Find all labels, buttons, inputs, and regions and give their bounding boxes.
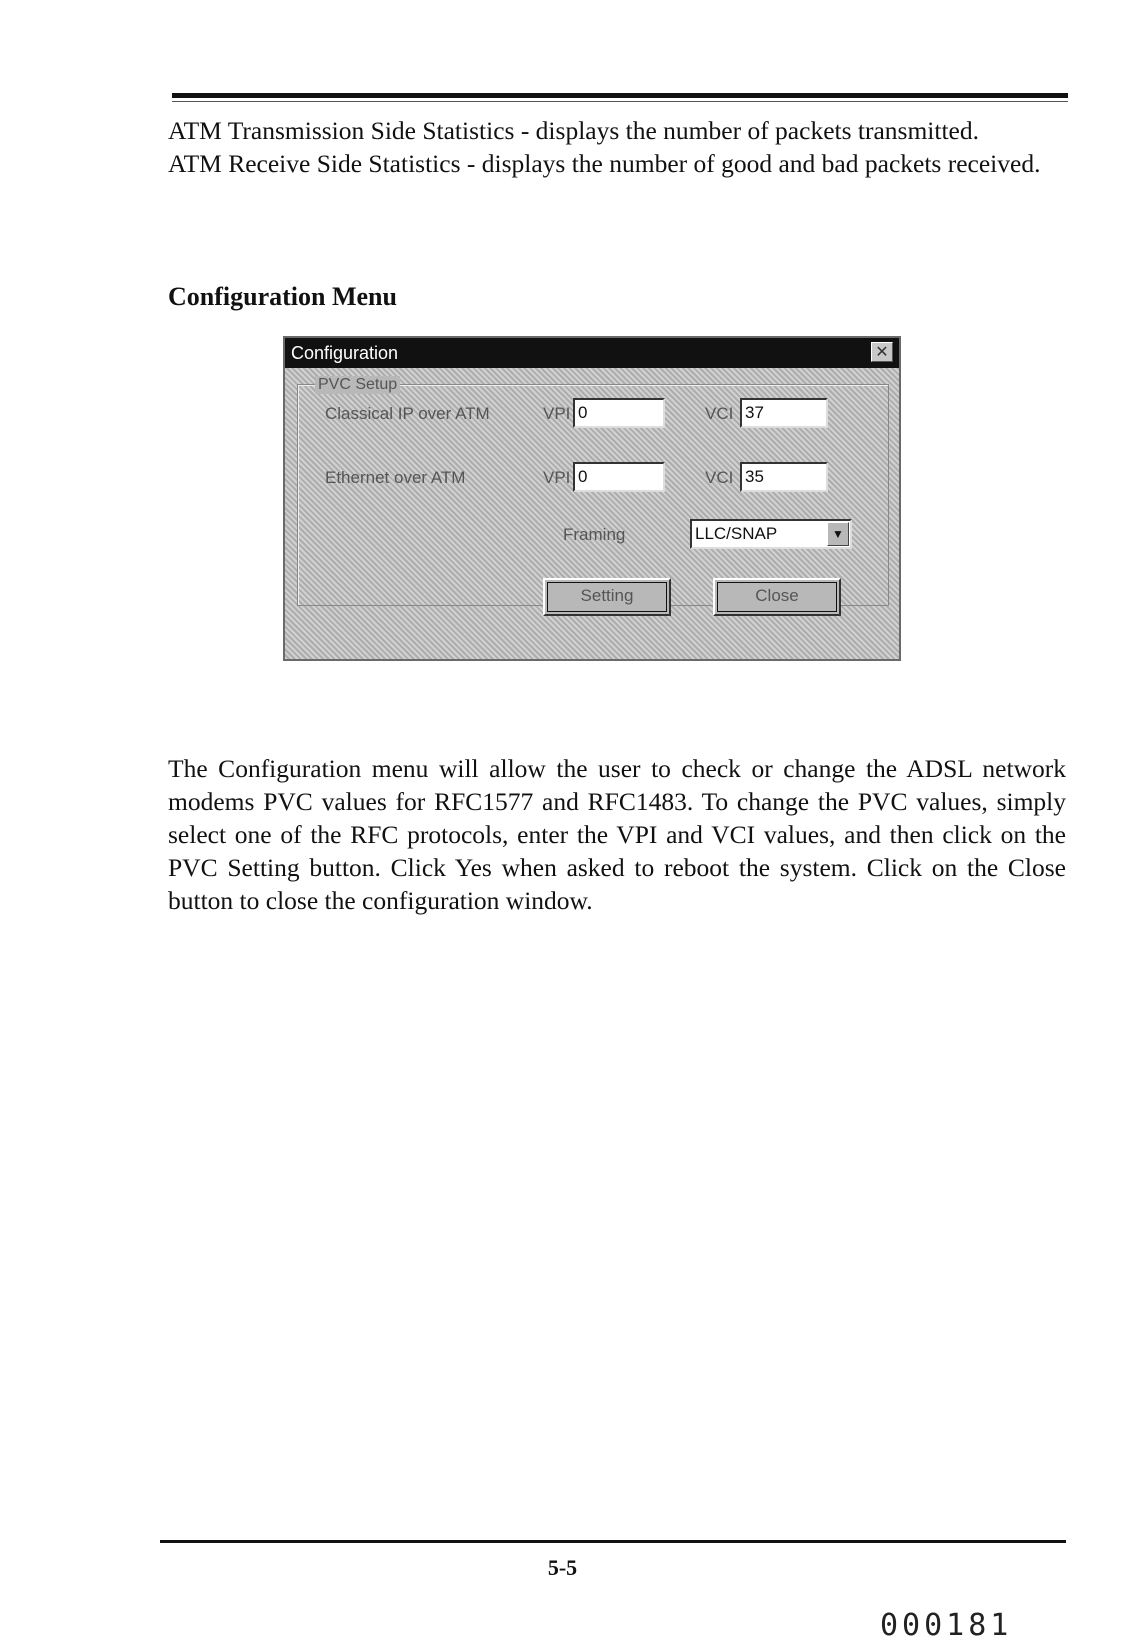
ethernet-over-atm-label[interactable]: Ethernet over ATM bbox=[325, 468, 466, 487]
configuration-dialog bbox=[283, 336, 901, 661]
vpi-field-classical-ip[interactable]: 0 bbox=[573, 398, 665, 428]
group-label: PVC Setup bbox=[315, 376, 400, 394]
top-rule-thin bbox=[172, 101, 1068, 102]
framing-label: Framing bbox=[563, 525, 626, 544]
vpi-label-2: VPI bbox=[543, 468, 571, 487]
classical-ip-label[interactable]: Classical IP over ATM bbox=[325, 404, 490, 423]
statistics-description bbox=[168, 114, 1066, 180]
vpi-field-ethernet[interactable]: 0 bbox=[573, 462, 665, 492]
framing-select[interactable] bbox=[690, 519, 852, 549]
bottom-rule bbox=[160, 1540, 1066, 1543]
receive-stats-line: ATM Receive Side Statistics - displays the number of good and bad packets received. bbox=[168, 149, 1041, 178]
close-button[interactable]: Close bbox=[713, 578, 841, 616]
vci-field-ethernet[interactable]: 35 bbox=[740, 462, 828, 492]
section-heading: Configuration Menu bbox=[168, 282, 397, 311]
transmission-stats-line: ATM Transmission Side Statistics - displays the number of packets transmitted. bbox=[168, 116, 979, 145]
vci-label-2: VCI bbox=[705, 468, 734, 487]
vci-label-1: VCI bbox=[705, 404, 734, 423]
dialog-title: Configuration bbox=[291, 343, 399, 363]
configuration-description bbox=[168, 752, 1066, 917]
body-paragraph: The Configuration menu will allow the user to check or change the ADSL network modems PVC values for RFC1577 and RFC1483. To change the PVC values, simply select one of the RFC protocols, enter the VPI and VCI values, and then click on the PVC Setting button. Click Yes when asked to reboot the system. Click on the Close button to close the configuration window. bbox=[168, 754, 1066, 915]
setting-button[interactable]: Setting bbox=[543, 578, 671, 616]
vci-field-classical-ip[interactable]: 37 bbox=[740, 398, 828, 428]
document-stamp: 000181 bbox=[880, 1608, 1013, 1643]
page-number: 5-5 bbox=[547, 1555, 578, 1580]
chevron-down-icon[interactable]: ▼ bbox=[827, 522, 849, 546]
close-icon[interactable]: ✕ bbox=[871, 342, 893, 362]
dialog-titlebar bbox=[285, 338, 899, 368]
framing-value: LLC/SNAP bbox=[695, 524, 778, 543]
top-rule bbox=[172, 93, 1068, 98]
vpi-label-1: VPI bbox=[543, 404, 571, 423]
